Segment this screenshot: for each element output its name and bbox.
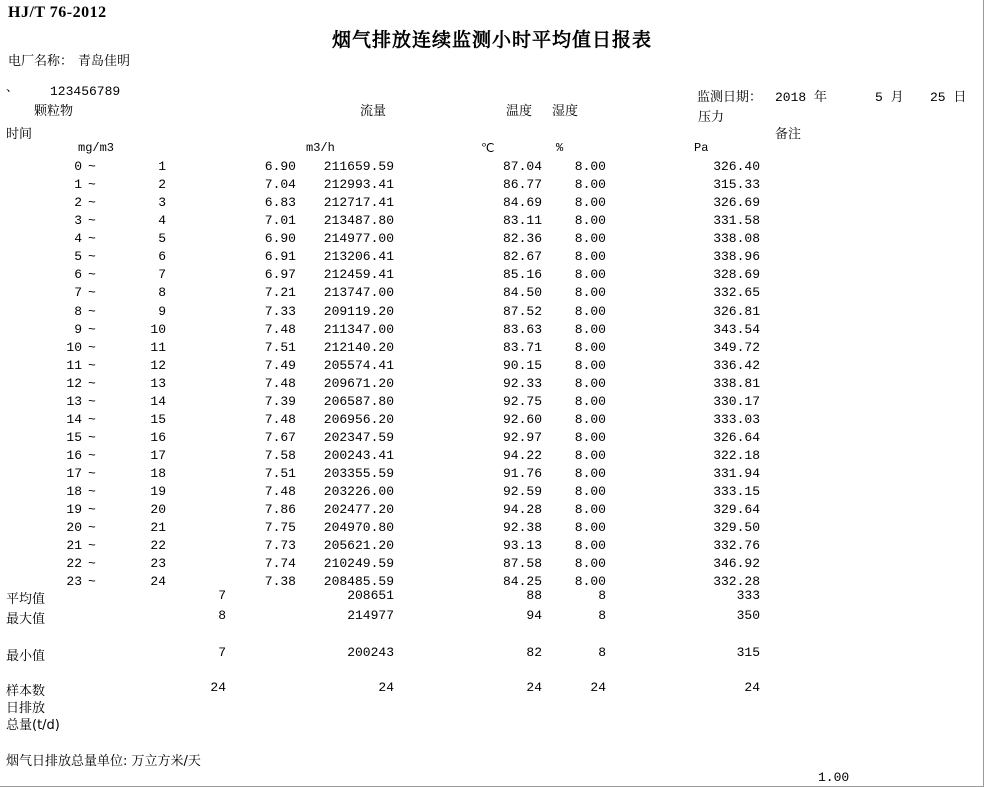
cell-particulate: 7.58 — [264, 448, 296, 463]
cell-humidity: 8.00 — [574, 303, 606, 319]
cell-flow: 203226.00 — [323, 484, 394, 500]
hour-separator: ~ — [88, 321, 96, 337]
hour-separator: ~ — [88, 429, 96, 445]
hour-from: 13 — [66, 393, 82, 409]
column-header-flow: 流量 — [360, 104, 387, 119]
hour-separator: ~ — [88, 574, 96, 590]
cell-flow: 213487.80 — [323, 213, 394, 229]
table-row — [0, 412, 984, 430]
cell-particulate: 7.86 — [264, 502, 296, 518]
cell-humidity: 8.00 — [574, 520, 606, 536]
hour-separator: ~ — [88, 466, 96, 481]
hour-to: 1 — [158, 159, 166, 174]
cell-flow: 212717.41 — [323, 195, 394, 211]
hour-to: 19 — [150, 484, 166, 500]
cell-temperature: 85.16 — [502, 267, 542, 283]
hour-to: 3 — [158, 195, 166, 211]
cell-humidity: 8.00 — [574, 574, 606, 590]
table-row — [0, 448, 984, 466]
table-row — [0, 213, 984, 231]
hour-to: 18 — [150, 466, 166, 481]
table-row — [0, 267, 984, 285]
cell-humidity: 8.00 — [574, 411, 606, 427]
cell-flow: 206587.80 — [323, 393, 394, 409]
column-header-temperature: 温度 — [506, 104, 533, 119]
page-title: 烟气排放连续监测小时平均值日报表 — [331, 29, 652, 51]
hour-to: 9 — [158, 303, 166, 319]
cell-flow: 213747.00 — [323, 285, 394, 301]
cell-particulate: 7.04 — [264, 177, 296, 193]
hour-from: 18 — [66, 484, 82, 500]
cell-flow: 203355.59 — [323, 466, 394, 481]
hour-to: 15 — [150, 411, 166, 427]
cell-humidity: 8.00 — [574, 448, 606, 463]
hour-to: 2 — [158, 177, 166, 193]
hour-to: 21 — [150, 520, 166, 536]
cell-flow: 204970.80 — [323, 520, 394, 536]
cell-temperature: 92.97 — [502, 429, 542, 445]
cell-temperature: 90.15 — [502, 357, 542, 373]
cell-flow: 209119.20 — [323, 303, 394, 319]
summary-pressure: 350 — [736, 608, 760, 623]
cell-flow: 210249.59 — [323, 556, 394, 572]
tick-mark: 、 — [6, 80, 19, 94]
table-row — [0, 484, 984, 502]
cell-humidity: 8.00 — [574, 285, 606, 301]
summary-pressure: 333 — [736, 588, 760, 603]
hour-separator: ~ — [88, 249, 96, 265]
table-row — [0, 195, 984, 213]
cell-humidity: 8.00 — [574, 177, 606, 193]
unit-humidity: % — [556, 141, 564, 155]
cell-pressure: 329.64 — [713, 502, 760, 518]
cell-humidity: 8.00 — [574, 231, 606, 247]
hour-to: 6 — [158, 249, 166, 265]
hour-from: 2 — [74, 195, 82, 211]
cell-flow: 200243.41 — [323, 448, 394, 463]
hour-separator: ~ — [88, 411, 96, 427]
hour-to: 8 — [158, 285, 166, 301]
hour-separator: ~ — [88, 339, 96, 355]
hour-to: 11 — [150, 339, 166, 355]
cell-temperature: 83.71 — [502, 339, 542, 355]
cell-flow: 205574.41 — [323, 357, 394, 373]
summary-row-label: 平均值 — [6, 592, 46, 607]
table-row — [0, 430, 984, 448]
cell-temperature: 87.58 — [502, 556, 542, 572]
cell-humidity: 8.00 — [574, 357, 606, 373]
summary-particulate: 24 — [210, 680, 226, 695]
cell-humidity: 8.00 — [574, 267, 606, 283]
hour-from: 4 — [74, 231, 82, 247]
unit-particulate: mg/m3 — [78, 141, 115, 155]
cell-pressure: 331.94 — [713, 466, 760, 481]
footnote: 烟气日排放总量单位: 万立方米/天 — [6, 754, 201, 769]
cell-humidity: 8.00 — [574, 249, 606, 265]
summary-humidity: 8 — [598, 645, 606, 660]
hour-from: 8 — [74, 303, 82, 319]
hour-from: 23 — [66, 574, 82, 590]
cell-pressure: 332.28 — [713, 574, 760, 590]
cell-pressure: 326.64 — [713, 429, 760, 445]
cell-temperature: 92.60 — [502, 411, 542, 427]
cell-particulate: 7.48 — [264, 321, 296, 337]
cell-flow: 211347.00 — [323, 321, 394, 337]
cell-pressure: 333.03 — [713, 411, 760, 427]
cell-temperature: 92.33 — [502, 375, 542, 391]
cell-pressure: 322.18 — [713, 448, 760, 463]
cell-particulate: 7.48 — [264, 375, 296, 391]
hour-from: 5 — [74, 249, 82, 265]
hour-separator: ~ — [88, 195, 96, 211]
hour-to: 22 — [150, 538, 166, 554]
cell-flow: 212993.41 — [323, 177, 394, 193]
cell-particulate: 7.67 — [264, 429, 296, 445]
column-header-pressure: 压力 — [698, 110, 725, 125]
cell-particulate: 6.90 — [264, 159, 296, 174]
cell-particulate: 7.51 — [264, 339, 296, 355]
summary-row — [0, 588, 984, 606]
summary-flow: 208651 — [347, 588, 394, 603]
hour-separator: ~ — [88, 393, 96, 409]
hour-separator: ~ — [88, 159, 96, 174]
cell-particulate: 7.73 — [264, 538, 296, 554]
hour-separator: ~ — [88, 231, 96, 247]
column-header-time: 时间 — [6, 127, 33, 142]
summary-humidity: 8 — [598, 608, 606, 623]
cell-flow: 213206.41 — [323, 249, 394, 265]
date-label: 监测日期： — [697, 90, 763, 105]
table-row — [0, 394, 984, 412]
cell-flow: 212140.20 — [323, 339, 394, 355]
hour-separator: ~ — [88, 502, 96, 518]
summary-temperature: 82 — [526, 645, 542, 660]
plant-name-label: 电厂名称： — [8, 54, 74, 69]
cell-humidity: 8.00 — [574, 375, 606, 391]
device-id: 123456789 — [50, 84, 121, 99]
hour-separator: ~ — [88, 448, 96, 463]
cell-particulate: 7.48 — [264, 411, 296, 427]
cell-temperature: 84.69 — [502, 195, 542, 211]
hour-from: 16 — [66, 448, 82, 463]
cell-particulate: 7.49 — [264, 357, 296, 373]
cell-temperature: 84.25 — [502, 574, 542, 590]
cell-particulate: 6.91 — [264, 249, 296, 265]
hour-from: 12 — [66, 375, 82, 391]
hour-to: 7 — [158, 267, 166, 283]
hour-separator: ~ — [88, 375, 96, 391]
cell-temperature: 92.38 — [502, 520, 542, 536]
cell-particulate: 7.21 — [264, 285, 296, 301]
summary-row-label: 最大值 — [6, 612, 46, 627]
summary-flow: 24 — [378, 680, 394, 695]
standard-code: HJ/T 76-2012 — [8, 4, 107, 21]
cell-particulate: 7.75 — [264, 520, 296, 536]
hour-to: 17 — [150, 448, 166, 463]
hour-separator: ~ — [88, 556, 96, 572]
cell-pressure: 330.17 — [713, 393, 760, 409]
hour-to: 4 — [158, 213, 166, 229]
cell-temperature: 91.76 — [502, 466, 542, 481]
unit-flow: m3/h — [306, 141, 335, 155]
cell-temperature: 82.36 — [502, 231, 542, 247]
summary-temperature: 94 — [526, 608, 542, 623]
cell-flow: 208485.59 — [323, 574, 394, 590]
hour-from: 15 — [66, 429, 82, 445]
hour-from: 1 — [74, 177, 82, 193]
table-row — [0, 358, 984, 376]
table-row — [0, 520, 984, 538]
cell-pressure: 346.92 — [713, 556, 760, 572]
cell-temperature: 92.75 — [502, 393, 542, 409]
cell-particulate: 6.83 — [264, 195, 296, 211]
cell-humidity: 8.00 — [574, 502, 606, 518]
page-number: 1.00 — [818, 770, 850, 785]
cell-flow: 206956.20 — [323, 411, 394, 427]
summary-row-label: 样本数 — [6, 684, 46, 699]
cell-pressure: 338.08 — [713, 231, 760, 247]
unit-pressure: Pa — [694, 141, 709, 155]
unit-temperature: ℃ — [481, 142, 495, 156]
hour-to: 24 — [150, 574, 166, 590]
column-header-remark: 备注 — [775, 127, 802, 142]
table-row — [0, 231, 984, 249]
summary-row — [0, 645, 984, 663]
cell-humidity: 8.00 — [574, 213, 606, 229]
hour-from: 14 — [66, 411, 82, 427]
summary-humidity: 8 — [598, 588, 606, 603]
cell-pressure: 326.40 — [713, 159, 760, 174]
cell-humidity: 8.00 — [574, 429, 606, 445]
cell-particulate: 7.48 — [264, 484, 296, 500]
cell-pressure: 343.54 — [713, 321, 760, 337]
cell-humidity: 8.00 — [574, 538, 606, 554]
hour-to: 12 — [150, 357, 166, 373]
cell-temperature: 86.77 — [502, 177, 542, 193]
summary-row-label: 最小值 — [6, 649, 46, 664]
hour-from: 10 — [66, 339, 82, 355]
summary-row — [0, 608, 984, 626]
date-year: 2018 年 — [775, 90, 828, 105]
cell-humidity: 8.00 — [574, 339, 606, 355]
date-month: 5 月 — [875, 90, 904, 105]
table-row — [0, 502, 984, 520]
daily-total-label-line2: 总量(t/d) — [6, 718, 60, 733]
cell-humidity: 8.00 — [574, 466, 606, 481]
hour-from: 3 — [74, 213, 82, 229]
hour-separator: ~ — [88, 538, 96, 554]
cell-temperature: 93.13 — [502, 538, 542, 554]
cell-humidity: 8.00 — [574, 159, 606, 174]
cell-pressure: 328.69 — [713, 267, 760, 283]
summary-humidity: 24 — [590, 680, 606, 695]
summary-temperature: 24 — [526, 680, 542, 695]
hour-from: 11 — [66, 357, 82, 373]
summary-flow: 200243 — [347, 645, 394, 660]
cell-temperature: 87.52 — [502, 303, 542, 319]
hour-from: 9 — [74, 321, 82, 337]
hour-from: 0 — [74, 159, 82, 174]
hour-separator: ~ — [88, 213, 96, 229]
cell-particulate: 7.01 — [264, 213, 296, 229]
cell-pressure: 331.58 — [713, 213, 760, 229]
summary-temperature: 88 — [526, 588, 542, 603]
summary-row — [0, 680, 984, 698]
cell-temperature: 84.50 — [502, 285, 542, 301]
cell-particulate: 6.97 — [264, 267, 296, 283]
cell-humidity: 8.00 — [574, 484, 606, 500]
hour-from: 7 — [74, 285, 82, 301]
table-row — [0, 538, 984, 556]
hour-separator: ~ — [88, 484, 96, 500]
cell-flow: 205621.20 — [323, 538, 394, 554]
hour-from: 19 — [66, 502, 82, 518]
hour-to: 5 — [158, 231, 166, 247]
cell-flow: 212459.41 — [323, 267, 394, 283]
cell-temperature: 87.04 — [502, 159, 542, 174]
cell-pressure: 329.50 — [713, 520, 760, 536]
summary-particulate: 7 — [218, 588, 226, 603]
table-row — [0, 322, 984, 340]
column-header-humidity: 湿度 — [552, 104, 579, 119]
table-row — [0, 556, 984, 574]
hour-to: 16 — [150, 429, 166, 445]
hour-from: 21 — [66, 538, 82, 554]
hour-from: 22 — [66, 556, 82, 572]
daily-total-label-line1: 日排放 — [6, 701, 46, 716]
table-row — [0, 340, 984, 358]
cell-particulate: 7.38 — [264, 574, 296, 590]
cell-humidity: 8.00 — [574, 393, 606, 409]
cell-particulate: 7.51 — [264, 466, 296, 481]
cell-pressure: 338.96 — [713, 249, 760, 265]
cell-temperature: 92.59 — [502, 484, 542, 500]
cell-flow: 202347.59 — [323, 429, 394, 445]
table-row — [0, 304, 984, 322]
cell-humidity: 8.00 — [574, 321, 606, 337]
summary-particulate: 8 — [218, 608, 226, 623]
cell-particulate: 7.39 — [264, 393, 296, 409]
cell-pressure: 315.33 — [713, 177, 760, 193]
date-day: 25 日 — [930, 90, 967, 105]
cell-flow: 209671.20 — [323, 375, 394, 391]
cell-pressure: 338.81 — [713, 375, 760, 391]
table-row — [0, 285, 984, 303]
summary-flow: 214977 — [347, 608, 394, 623]
hour-separator: ~ — [88, 303, 96, 319]
cell-pressure: 332.76 — [713, 538, 760, 554]
hour-to: 13 — [150, 375, 166, 391]
hour-from: 6 — [74, 267, 82, 283]
table-row — [0, 376, 984, 394]
table-row — [0, 177, 984, 195]
hour-separator: ~ — [88, 285, 96, 301]
cell-flow: 211659.59 — [323, 159, 394, 174]
hour-to: 20 — [150, 502, 166, 518]
table-row — [0, 466, 984, 484]
cell-flow: 214977.00 — [323, 231, 394, 247]
cell-particulate: 7.33 — [264, 303, 296, 319]
cell-pressure: 349.72 — [713, 339, 760, 355]
cell-temperature: 83.63 — [502, 321, 542, 337]
cell-pressure: 333.15 — [713, 484, 760, 500]
table-row — [0, 249, 984, 267]
hour-to: 10 — [150, 321, 166, 337]
cell-flow: 202477.20 — [323, 502, 394, 518]
hour-separator: ~ — [88, 357, 96, 373]
hour-from: 17 — [66, 466, 82, 481]
cell-pressure: 326.69 — [713, 195, 760, 211]
hour-to: 14 — [150, 393, 166, 409]
cell-humidity: 8.00 — [574, 195, 606, 211]
cell-humidity: 8.00 — [574, 556, 606, 572]
hour-from: 20 — [66, 520, 82, 536]
plant-name-value: 青岛佳明 — [78, 54, 131, 69]
cell-particulate: 7.74 — [264, 556, 296, 572]
cell-pressure: 332.65 — [713, 285, 760, 301]
cell-temperature: 82.67 — [502, 249, 542, 265]
column-header-particulate: 颗粒物 — [34, 104, 74, 119]
cell-temperature: 94.22 — [502, 448, 542, 463]
cell-pressure: 326.81 — [713, 303, 760, 319]
cell-particulate: 6.90 — [264, 231, 296, 247]
hour-separator: ~ — [88, 520, 96, 536]
cell-pressure: 336.42 — [713, 357, 760, 373]
summary-particulate: 7 — [218, 645, 226, 660]
table-row — [0, 159, 984, 177]
hour-to: 23 — [150, 556, 166, 572]
hour-separator: ~ — [88, 267, 96, 283]
summary-pressure: 24 — [744, 680, 760, 695]
summary-pressure: 315 — [736, 645, 760, 660]
cell-temperature: 83.11 — [502, 213, 542, 229]
hour-separator: ~ — [88, 177, 96, 193]
cell-temperature: 94.28 — [502, 502, 542, 518]
